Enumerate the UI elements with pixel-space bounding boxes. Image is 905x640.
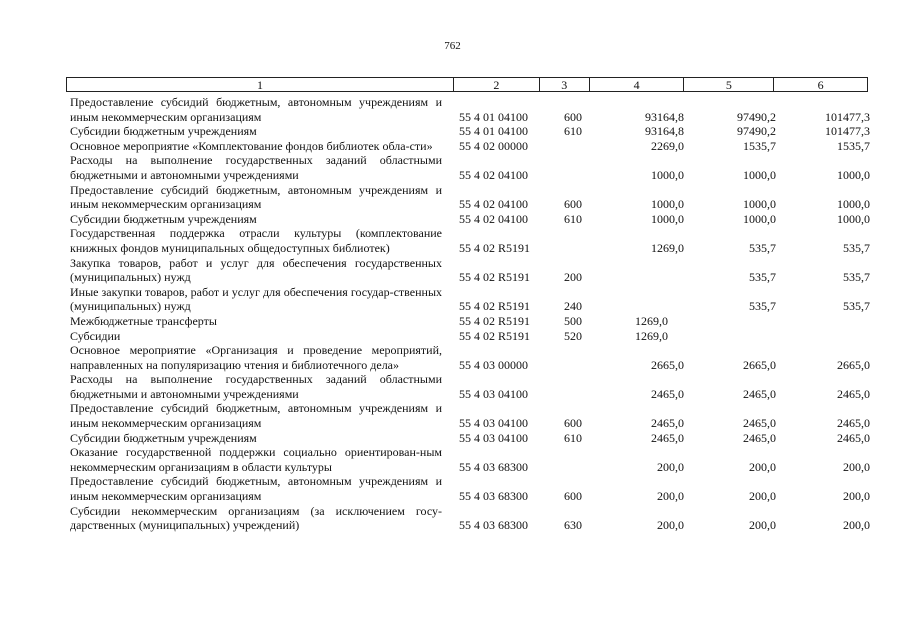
row-value-col4: 2269,0 [651,138,684,153]
row-value-col6: 1535,7 [837,138,870,153]
row-value-col4: 200,0 [657,489,684,504]
row-code: 55 4 02 00000 [459,138,528,153]
row-code: 55 4 03 68300 [459,459,528,474]
row-value-col5: 200,0 [749,459,776,474]
row-value-col6: 2465,0 [837,386,870,401]
row-value-col4: 1000,0 [651,197,684,212]
row-code: 55 4 01 04100 [459,124,528,139]
row-value-col5: 1535,7 [743,138,776,153]
row-value-col6: 535,7 [843,270,870,285]
row-expense-type: 600 [564,416,582,431]
row-name: Предоставление субсидий бюджетным, автономным учреждениям и иным некоммерческим организациям [70,182,442,212]
row-value-col6: 101477,3 [825,124,870,139]
table-row [70,401,870,430]
row-value-col6: 1000,0 [837,197,870,212]
row-value-col4: 93164,8 [645,124,684,139]
row-expense-type: 610 [564,211,582,226]
row-code: 55 4 03 04100 [459,430,528,445]
table-row [70,504,870,533]
table-row [70,226,870,255]
row-value-col5: 535,7 [749,270,776,285]
table-body [70,95,870,533]
row-value-col6: 1000,0 [837,211,870,226]
row-value-col4: 1269,0 [635,313,668,328]
row-expense-type: 610 [564,430,582,445]
row-code: 55 4 02 R5191 [459,313,531,328]
row-name: Основное мероприятие «Организация и проведение мероприятий, направленных на популяризацию чтения и библиотечного дела» [70,343,442,372]
row-name: Основное мероприятие «Комплектование фондов библиотек обла-сти» [70,138,433,153]
row-value-col4: 93164,8 [645,109,684,124]
row-expense-type: 610 [564,124,582,139]
row-value-col4: 200,0 [657,459,684,474]
row-code: 55 4 02 R5191 [459,240,531,255]
row-value-col4: 2465,0 [651,430,684,445]
row-name: Субсидии бюджетным учреждениям [70,124,257,139]
row-name: Предоставление субсидий бюджетным, автономным учреждениям и иным некоммерческим организациям [70,401,442,431]
row-value-col5: 200,0 [749,518,776,533]
row-value-col5: 97490,2 [737,109,776,124]
row-value-col5: 535,7 [749,299,776,314]
header-col-4: 4 [590,78,685,91]
row-value-col4: 1269,0 [635,328,668,343]
row-code: 55 4 02 04100 [459,197,528,212]
row-name: Иные закупки товаров, работ и услуг для обеспечения государ-ственных (муниципальных) нужд [70,284,442,314]
row-value-col6: 2665,0 [837,357,870,372]
row-name: Предоставление субсидий бюджетным, автономным учреждениям и иным некоммерческим организациям [70,474,442,504]
row-expense-type: 600 [564,109,582,124]
header-col-1: 1 [67,78,454,91]
row-code: 55 4 03 68300 [459,489,528,504]
row-value-col6: 200,0 [843,489,870,504]
table-row [70,212,870,227]
table-row [70,256,870,285]
row-value-col4: 200,0 [657,518,684,533]
table-row [70,445,870,474]
row-code: 55 4 02 R5191 [459,299,531,314]
table-header [66,77,868,92]
row-name: Государственная поддержка отрасли культуры (комплектование книжных фондов муниципальных общедоступных библиотек) [70,226,442,255]
table-row [70,95,870,124]
table-row [70,343,870,372]
table-row [70,431,870,446]
row-code: 55 4 03 04100 [459,416,528,431]
row-name: Оказание государственной поддержки социально ориентирован-ным некоммерческим организациям в области культуры [70,445,442,474]
header-col-5: 5 [684,78,774,91]
row-value-col5: 2465,0 [743,386,776,401]
row-name: Предоставление субсидий бюджетным, автономным учреждениям и иным некоммерческим организациям [70,95,442,124]
row-value-col5: 2665,0 [743,357,776,372]
row-name: Межбюджетные трансферты [70,313,217,328]
row-expense-type: 520 [564,328,582,343]
row-value-col5: 1000,0 [743,197,776,212]
table-row [70,329,870,344]
row-value-col4: 1269,0 [651,240,684,255]
row-expense-type: 500 [564,313,582,328]
row-value-col4: 2665,0 [651,357,684,372]
page-number: 762 [444,40,461,52]
table-row [70,314,870,329]
table-row [70,474,870,503]
row-expense-type: 600 [564,197,582,212]
row-name: Закупка товаров, работ и услуг для обеспечения государственных (муниципальных) нужд [70,255,442,285]
row-name: Субсидии бюджетным учреждениям [70,211,257,226]
row-value-col4: 1000,0 [651,211,684,226]
row-code: 55 4 03 68300 [459,518,528,533]
row-expense-type: 630 [564,518,582,533]
row-value-col5: 535,7 [749,240,776,255]
header-col-2: 2 [454,78,540,91]
table-row [70,153,870,182]
row-value-col6: 1000,0 [837,167,870,182]
row-value-col6: 200,0 [843,518,870,533]
row-code: 55 4 02 R5191 [459,328,531,343]
row-name: Субсидии [70,328,121,343]
table-row [70,124,870,139]
row-expense-type: 240 [564,299,582,314]
row-name: Расходы на выполнение государственных заданий областными бюджетными и автономными учреждениями [70,153,442,182]
row-code: 55 4 02 04100 [459,167,528,182]
row-value-col5: 1000,0 [743,211,776,226]
row-value-col6: 535,7 [843,240,870,255]
row-value-col5: 2465,0 [743,416,776,431]
table-row [70,139,870,154]
row-code: 55 4 03 04100 [459,386,528,401]
row-code: 55 4 02 04100 [459,211,528,226]
row-value-col5: 1000,0 [743,167,776,182]
header-col-6: 6 [817,78,824,92]
row-code: 55 4 02 R5191 [459,270,531,285]
row-expense-type: 200 [564,270,582,285]
row-value-col4: 2465,0 [651,386,684,401]
row-code: 55 4 01 04100 [459,109,528,124]
header-col-3: 3 [540,78,590,91]
row-value-col5: 97490,2 [737,124,776,139]
row-name: Расходы на выполнение государственных заданий областными бюджетными и автономными учреждениями [70,372,442,401]
table-row [70,372,870,401]
row-value-col6: 2465,0 [837,416,870,431]
row-value-col4: 1000,0 [651,167,684,182]
row-expense-type: 600 [564,489,582,504]
row-value-col5: 2465,0 [743,430,776,445]
row-name: Субсидии бюджетным учреждениям [70,430,257,445]
row-value-col6: 101477,3 [825,109,870,124]
row-value-col5: 200,0 [749,489,776,504]
row-value-col6: 2465,0 [837,430,870,445]
table-row [70,183,870,212]
table-row [70,285,870,314]
row-value-col4: 2465,0 [651,416,684,431]
row-name: Субсидии некоммерческим организациям (за исключением госу-дарственных (муниципальных) учреждений) [70,503,442,533]
row-code: 55 4 03 00000 [459,357,528,372]
row-value-col6: 200,0 [843,459,870,474]
row-value-col6: 535,7 [843,299,870,314]
